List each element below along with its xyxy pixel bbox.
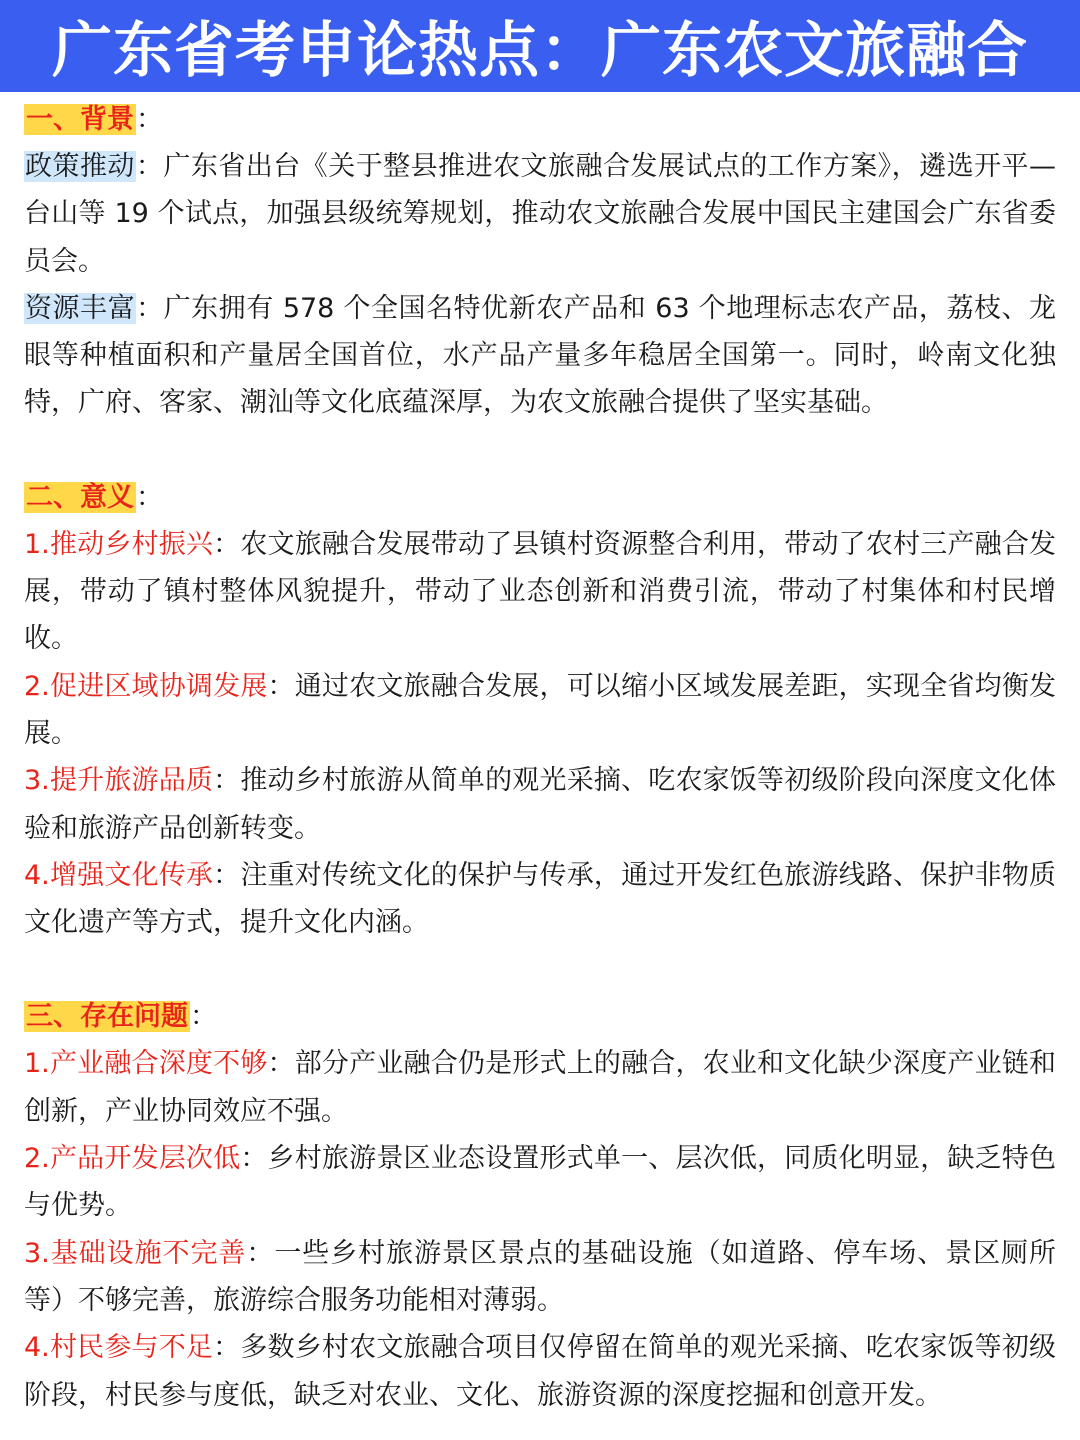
paragraph-text: 多数乡村农文旅融合项目仅停留在简单的观光采摘、吃农家饭等初级阶段，村民参与度低，缺乏对农业、文化、旅游资源的深度挖掘和创意开发。 [24, 1332, 1057, 1411]
colon: ： [240, 1143, 268, 1175]
paragraph-text: 农文旅融合发展带动了县镇村资源整合利用，带动了农村三产融合发展，带动了镇村整体风貌提升，带动了业态创新和消费引流，带动了村集体和村民增收。 [24, 528, 1057, 655]
key-label: 2.产品开发层次低 [24, 1143, 241, 1175]
colon: ： [136, 292, 164, 324]
colon: ： [213, 1332, 241, 1364]
section-heading-label: 一、背景 [26, 104, 134, 135]
paragraph-text: 一些乡村旅游景区景点的基础设施（如道路、停车场、景区厕所等）不够完善，旅游综合服务功能相对薄弱。 [24, 1237, 1057, 1316]
key-label: 3.提升旅游品质 [24, 765, 214, 797]
key-label: 3.基础设施不完善 [24, 1237, 247, 1269]
colon: ： [267, 1048, 295, 1080]
key-label: 2.促进区域协调发展 [24, 670, 268, 702]
paragraph-problem-1 [24, 1040, 1056, 1135]
title-banner [0, 0, 1080, 92]
paragraph-problem-4 [24, 1324, 1056, 1419]
colon: ： [213, 528, 241, 560]
paragraph-problem-2 [24, 1135, 1056, 1230]
section-spacer [24, 946, 1056, 993]
section-heading-background [24, 96, 1056, 143]
key-label: 4.村民参与不足 [24, 1332, 214, 1364]
colon: ： [135, 151, 164, 182]
colon: ： [190, 1001, 217, 1033]
paragraph-significance-1 [24, 521, 1056, 663]
section-heading-significance [24, 474, 1056, 521]
paragraph-significance-4 [24, 852, 1056, 947]
paragraph-text: 广东省出台《关于整县推进农文旅融合发展试点的工作方案》，遴选开平—台山等 19 个试点，加强县级统筹规划，推动农文旅融合发展中国民主建国会广东省委员会。 [24, 151, 1057, 277]
paragraph-text: 广东拥有 578 个全国名特优新农产品和 63 个地理标志农产品，荔枝、龙眼等种植面积和产量居全国首位，水产品产量多年稳居全国第一。同时，岭南文化独特，广府、客家、潮汕等文化底蕴深厚，为农文旅融合提供了坚实基础。 [24, 292, 1057, 419]
paragraph-resources [24, 285, 1056, 427]
colon: ： [136, 104, 163, 135]
section-heading-label: 三、存在问题 [26, 1001, 188, 1033]
key-label: 1.产业融合深度不够 [24, 1048, 268, 1080]
paragraph-problem-3 [24, 1230, 1056, 1325]
colon: ： [213, 765, 241, 797]
paragraph-text: 通过农文旅融合发展，可以缩小区域发展差距，实现全省均衡发展。 [24, 670, 1057, 749]
paragraph-significance-2 [24, 663, 1056, 758]
page-title: 广东省考申论热点：广东农文旅融合 [52, 16, 1028, 86]
colon: ： [136, 481, 163, 513]
paragraph-text: 推动乡村旅游从简单的观光采摘、吃农家饭等初级阶段向深度文化体验和旅游产品创新转变。 [24, 765, 1057, 844]
colon: ： [267, 670, 295, 702]
section-spacer [24, 427, 1056, 474]
paragraph-significance-3 [24, 757, 1056, 852]
colon: ： [246, 1237, 275, 1269]
paragraph-text: 注重对传统文化的保护与传承，通过开发红色旅游线路、保护非物质文化遗产等方式，提升文化内涵。 [24, 859, 1057, 939]
key-label: 1.推动乡村振兴 [24, 528, 214, 560]
paragraph-text: 乡村旅游景区业态设置形式单一、层次低，同质化明显，缺乏特色与优势。 [24, 1143, 1057, 1222]
section-heading-label: 二、意义 [26, 481, 134, 513]
section-heading-problems [24, 993, 1056, 1040]
paragraph-policy [24, 143, 1056, 285]
key-label: 政策推动 [25, 151, 135, 182]
colon: ： [213, 859, 241, 891]
key-label: 资源丰富 [25, 292, 136, 324]
key-label: 4.增强文化传承 [24, 859, 214, 891]
paragraph-text: 部分产业融合仍是形式上的融合，农业和文化缺少深度产业链和创新，产业协同效应不强。 [24, 1048, 1057, 1127]
article-body [0, 92, 1080, 1419]
